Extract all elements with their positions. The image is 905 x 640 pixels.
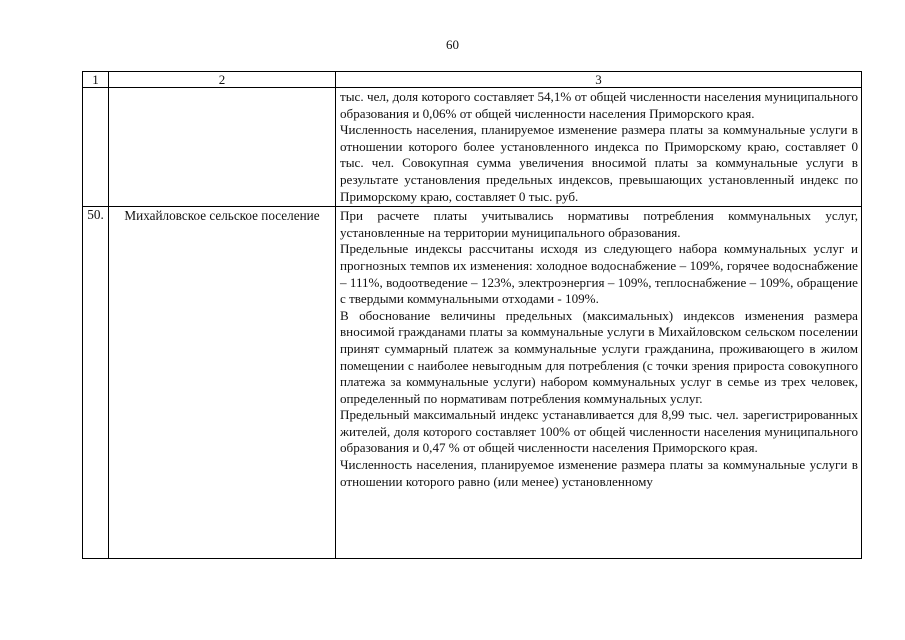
table-row [83, 88, 862, 207]
paragraph: Численность населения, планируемое изменение размера платы за коммунальные услуги в отношении которого равно (или менее) установленному [340, 457, 858, 489]
page-number: 60 [446, 37, 459, 52]
settlement-name-cell [109, 88, 336, 207]
paragraph: Предельные индексы рассчитаны исходя из следующего набора коммунальных услуг и прогнозных темпов их изменения: холодное водоснабжение – 109%, горячее водоснабжение – 111%, водоотведение – 123%, электроэнергия – 109%, теплоснабжение – 109%, обращение с твердыми коммунальными отходами - 109%. [340, 241, 858, 307]
paragraph: При расчете платы учитывались нормативы потребления коммунальных услуг, установленные на территории муниципального образования. [340, 208, 858, 240]
paragraph: Численность населения, планируемое изменение размера платы за коммунальные услуги в отношении которого более установленного индекса по Приморскому краю, составляет 0 тыс. чел. Совокупная сумма увеличения вносимой платы за коммунальные услуги в результате установления предельных индексов, превышающих установленный индекс по Приморскому краю, составляет 0 тыс. руб. [340, 122, 858, 204]
table-row [83, 207, 862, 559]
description-cell [336, 88, 862, 207]
column-header: 1 [83, 72, 109, 88]
row-number-cell: 50. [83, 207, 109, 559]
paragraph: тыс. чел, доля которого составляет 54,1% от общей численности населения муниципального образования и 0,06% от общей численности населения Приморского края. [340, 89, 858, 121]
column-header: 2 [109, 72, 336, 88]
settlement-name-cell: Михайловское сельское поселение [109, 207, 336, 559]
table-header-row [83, 72, 862, 88]
row-number-cell [83, 88, 109, 207]
paragraph: В обоснование величины предельных (максимальных) индексов изменения размера вносимой гражданами платы за коммунальные услуги в Михайловском сельском поселении принят суммарный платеж за коммунальные услуги гражданина, проживающего в жилом помещении с наиболее невыгодным для потребления (с точки зрения прироста совокупного платежа за коммунальные услуги) набором коммунальных услуг в семье из трех человек, определенный по нормативам потребления коммунальных услуг. [340, 307, 858, 406]
column-header: 3 [336, 72, 862, 88]
document-table [82, 71, 862, 559]
paragraph: Предельный максимальный индекс устанавливается для 8,99 тыс. чел. зарегистрированных жителей, доля которого составляет 100% от общей численности населения муниципального образования и 0,47 % от общей численности населения Приморского края. [340, 407, 858, 456]
description-cell [336, 207, 862, 559]
